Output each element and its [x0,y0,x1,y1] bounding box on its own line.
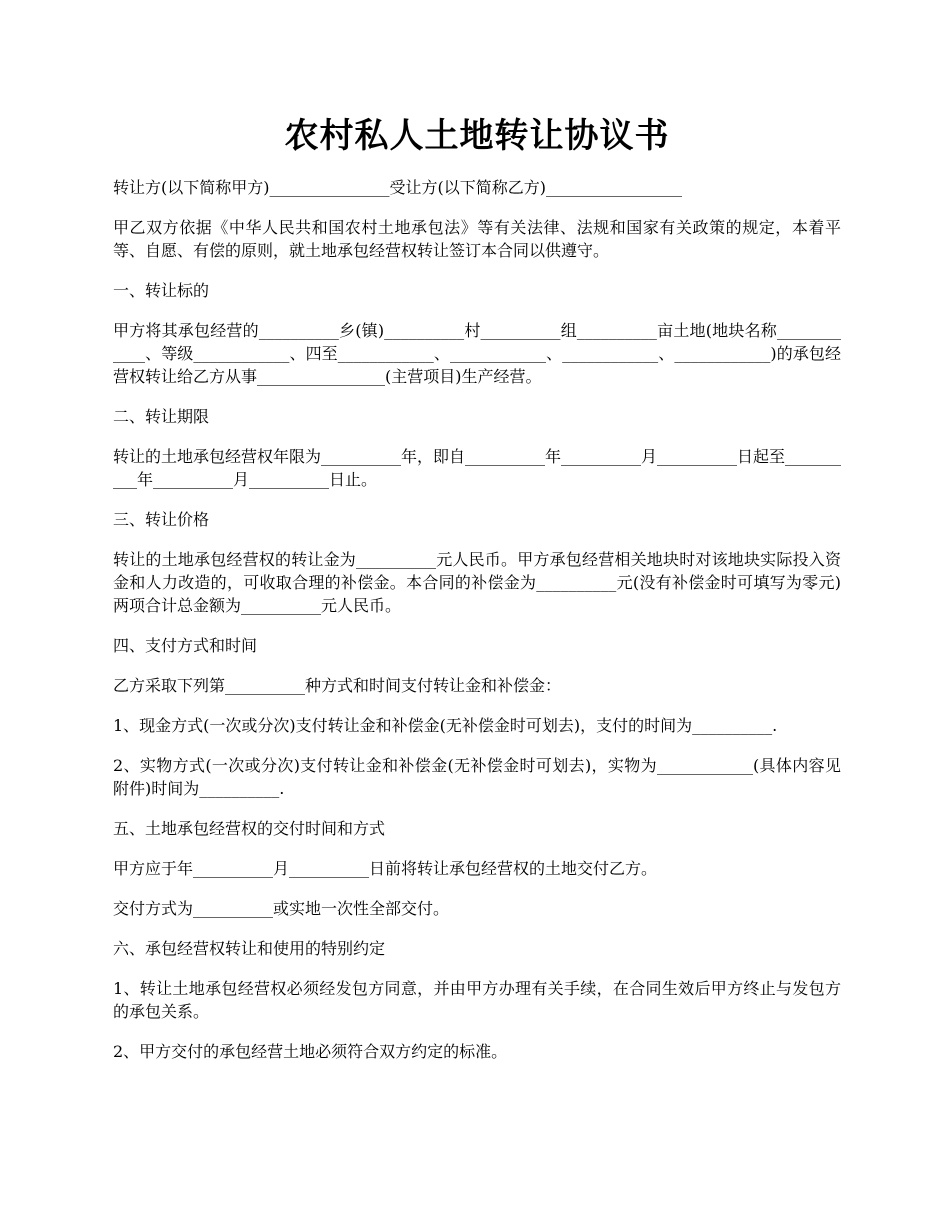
section-heading-delivery: 五、土地承包经营权的交付时间和方式 [113,819,386,838]
section-heading-transfer-term: 二、转让期限 [113,407,210,426]
payment-method-choice: 乙方采取下列第__________种方式和时间支付转让金和补偿金： [113,676,562,695]
section-heading-transfer-price: 三、转让价格 [113,510,210,529]
transfer-price-paragraph: 转让的土地承包经营权的转让金为__________元人民币。甲方承包经营相关地块时对该地块实际投入资金和人力改造的，可收取合理的补偿金。本合同的补偿金为__________元(没有补偿金时可填写为零元)两项合计总金额为__________元人民币。 [113,550,841,615]
transfer-term-paragraph: 转让的土地承包经营权年限为__________年，即自__________年__________月__________日起至__________年__________月__________日止。 [113,447,842,489]
payment-cash-clause: 1、现金方式(一次或分次)支付转让金和补偿金(无补偿金时可划去)，支付的时间为__________. [113,716,778,735]
special-term-1: 1、转让土地承包经营权必须经发包方同意，并由甲方办理有关手续，在合同生效后甲方终止与发包方的承包关系。 [113,979,841,1021]
section-heading-special-terms: 六、承包经营权转让和使用的特别约定 [113,939,386,958]
delivery-method-paragraph: 交付方式为__________或实地一次性全部交付。 [113,899,450,918]
preamble-paragraph: 甲乙双方依据《中华人民共和国农村土地承包法》等有关法律、法规和国家有关政策的规定，本着平等、自愿、有偿的原则，就土地承包经营权转让签订本合同以供遵守。 [113,218,841,260]
document-page [113,108,841,1080]
section-heading-payment: 四、支付方式和时间 [113,636,258,655]
document-title: 农村私人土地转让协议书 [284,116,670,156]
delivery-date-paragraph: 甲方应于年__________月__________日前将转让承包经营权的土地交付乙方。 [113,859,658,878]
section-heading-transfer-subject: 一、转让标的 [113,281,210,300]
payment-in-kind-clause: 2、实物方式(一次或分次)支付转让金和补偿金(无补偿金时可划去)，实物为____________(具体内容见附件)时间为__________. [113,756,841,798]
special-term-2: 2、甲方交付的承包经营土地必须符合双方约定的标准。 [113,1042,508,1061]
parties-line: 转让方(以下简称甲方)_______________受让方(以下简称乙方)_________________ [113,178,682,197]
transfer-subject-paragraph: 甲方将其承包经营的__________乡(镇)__________村__________组__________亩土地(地块名称____________、等级____________、四至____________、____________、____________、____________)的承包经营权转让给乙方从事________________(主营项目)生产经营。 [113,321,841,386]
